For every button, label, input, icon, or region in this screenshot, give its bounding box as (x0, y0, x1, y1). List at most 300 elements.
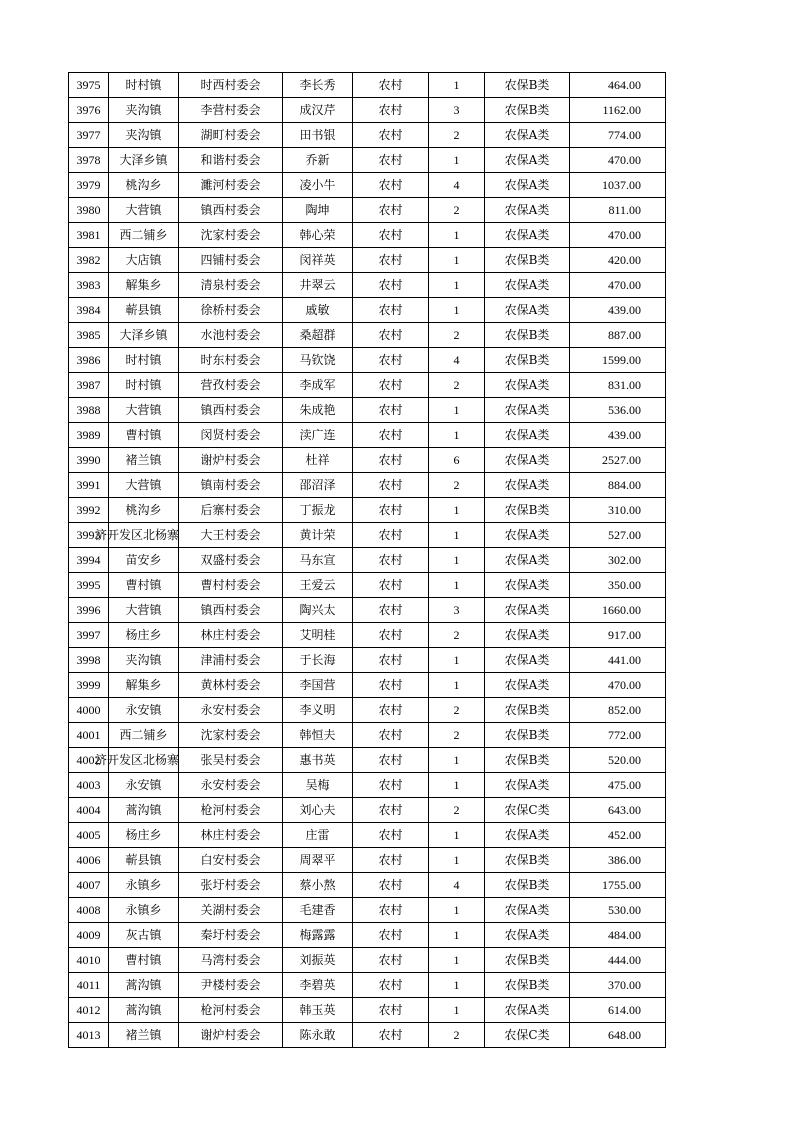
cell-name: 乔新 (283, 148, 353, 173)
cell-name: 刘振英 (283, 948, 353, 973)
cell-id: 4005 (69, 823, 109, 848)
cell-id: 3978 (69, 148, 109, 173)
cell-town: 杨庄乡 (109, 623, 179, 648)
cell-amount: 1162.00 (570, 98, 666, 123)
cell-amount: 884.00 (570, 473, 666, 498)
table-row (69, 998, 666, 1023)
cell-village: 镇西村委会 (179, 198, 283, 223)
cell-id: 4002 (69, 748, 109, 773)
cell-amount: 420.00 (570, 248, 666, 273)
cell-count: 2 (429, 323, 485, 348)
table-row (69, 223, 666, 248)
cell-area: 农村 (353, 948, 429, 973)
table-row (69, 873, 666, 898)
cell-area: 农村 (353, 123, 429, 148)
cell-town: 永安镇 (109, 698, 179, 723)
table-row (69, 348, 666, 373)
cell-name: 陶兴太 (283, 598, 353, 623)
cell-name: 凌小牛 (283, 173, 353, 198)
cell-name: 黄计荣 (283, 523, 353, 548)
cell-category: 农保B类 (485, 948, 570, 973)
cell-id: 4000 (69, 698, 109, 723)
cell-category: 农保B类 (485, 73, 570, 98)
cell-category: 农保B类 (485, 848, 570, 873)
cell-village: 时西村委会 (179, 73, 283, 98)
cell-name: 邵沼泽 (283, 473, 353, 498)
cell-village: 黄林村委会 (179, 673, 283, 698)
cell-village: 沈家村委会 (179, 223, 283, 248)
table-row (69, 273, 666, 298)
table-row (69, 73, 666, 98)
table-row (69, 148, 666, 173)
cell-name: 艾明桂 (283, 623, 353, 648)
cell-town: 蒿沟镇 (109, 973, 179, 998)
cell-name: 丁振龙 (283, 498, 353, 523)
cell-id: 3986 (69, 348, 109, 373)
cell-amount: 530.00 (570, 898, 666, 923)
cell-amount: 484.00 (570, 923, 666, 948)
cell-amount: 1599.00 (570, 348, 666, 373)
cell-town: 曹村镇 (109, 948, 179, 973)
cell-category: 农保A类 (485, 898, 570, 923)
cell-name: 朱成艳 (283, 398, 353, 423)
cell-village: 尹楼村委会 (179, 973, 283, 998)
cell-amount: 470.00 (570, 673, 666, 698)
cell-amount: 470.00 (570, 148, 666, 173)
cell-area: 农村 (353, 573, 429, 598)
cell-name: 刘心夫 (283, 798, 353, 823)
cell-area: 农村 (353, 323, 429, 348)
cell-count: 2 (429, 623, 485, 648)
cell-name: 戚敏 (283, 298, 353, 323)
cell-category: 农保B类 (485, 98, 570, 123)
cell-amount: 350.00 (570, 573, 666, 598)
cell-town: 夹沟镇 (109, 648, 179, 673)
table-row (69, 598, 666, 623)
cell-name: 李碧英 (283, 973, 353, 998)
cell-area: 农村 (353, 98, 429, 123)
cell-id: 4007 (69, 873, 109, 898)
cell-count: 1 (429, 423, 485, 448)
cell-id: 3988 (69, 398, 109, 423)
cell-area: 农村 (353, 698, 429, 723)
table-row (69, 648, 666, 673)
cell-town: 大泽乡镇 (109, 148, 179, 173)
cell-category: 农保A类 (485, 623, 570, 648)
cell-town: 曹村镇 (109, 423, 179, 448)
cell-town: 大营镇 (109, 198, 179, 223)
cell-town: 桃沟乡 (109, 173, 179, 198)
cell-count: 1 (429, 73, 485, 98)
table-row (69, 773, 666, 798)
table-row (69, 823, 666, 848)
cell-area: 农村 (353, 423, 429, 448)
cell-town: 时村镇 (109, 73, 179, 98)
cell-village: 四铺村委会 (179, 248, 283, 273)
cell-town: 曹村镇 (109, 573, 179, 598)
cell-count: 1 (429, 273, 485, 298)
cell-id: 3996 (69, 598, 109, 623)
cell-town: 西二铺乡 (109, 723, 179, 748)
cell-name: 梅露露 (283, 923, 353, 948)
cell-town: 永镇乡 (109, 898, 179, 923)
table-row (69, 498, 666, 523)
cell-name: 王爱云 (283, 573, 353, 598)
cell-area: 农村 (353, 748, 429, 773)
cell-count: 1 (429, 498, 485, 523)
cell-name: 周翠平 (283, 848, 353, 873)
table-row (69, 698, 666, 723)
cell-amount: 302.00 (570, 548, 666, 573)
cell-count: 1 (429, 673, 485, 698)
table-row (69, 848, 666, 873)
table-row (69, 898, 666, 923)
cell-town: 大泽乡镇 (109, 323, 179, 348)
cell-id: 3999 (69, 673, 109, 698)
cell-town: 褚兰镇 (109, 1023, 179, 1048)
cell-area: 农村 (353, 798, 429, 823)
cell-amount: 441.00 (570, 648, 666, 673)
cell-village: 大王村委会 (179, 523, 283, 548)
table-row (69, 323, 666, 348)
cell-id: 3983 (69, 273, 109, 298)
cell-category: 农保A类 (485, 273, 570, 298)
cell-category: 农保B类 (485, 323, 570, 348)
table-row (69, 198, 666, 223)
cell-town: 蕲县镇 (109, 298, 179, 323)
cell-name: 马钦饶 (283, 348, 353, 373)
cell-area: 农村 (353, 623, 429, 648)
cell-id: 3991 (69, 473, 109, 498)
cell-village: 永安村委会 (179, 698, 283, 723)
cell-amount: 464.00 (570, 73, 666, 98)
cell-town: 蒿沟镇 (109, 998, 179, 1023)
cell-area: 农村 (353, 498, 429, 523)
cell-category: 农保A类 (485, 548, 570, 573)
cell-area: 农村 (353, 998, 429, 1023)
table-row (69, 1023, 666, 1048)
cell-village: 和谐村委会 (179, 148, 283, 173)
cell-name: 桑超群 (283, 323, 353, 348)
cell-id: 4001 (69, 723, 109, 748)
cell-name: 李成军 (283, 373, 353, 398)
cell-id: 3995 (69, 573, 109, 598)
cell-area: 农村 (353, 248, 429, 273)
cell-category: 农保B类 (485, 723, 570, 748)
cell-count: 1 (429, 523, 485, 548)
cell-area: 农村 (353, 598, 429, 623)
cell-count: 1 (429, 823, 485, 848)
cell-category: 农保A类 (485, 148, 570, 173)
cell-name: 陈永敢 (283, 1023, 353, 1048)
cell-village: 关湖村委会 (179, 898, 283, 923)
table-row (69, 523, 666, 548)
cell-town: 夹沟镇 (109, 98, 179, 123)
cell-amount: 520.00 (570, 748, 666, 773)
cell-id: 3992 (69, 498, 109, 523)
table-row (69, 573, 666, 598)
table-row (69, 423, 666, 448)
cell-count: 2 (429, 723, 485, 748)
cell-name: 李义明 (283, 698, 353, 723)
cell-id: 3993 (69, 523, 109, 548)
table-row (69, 473, 666, 498)
cell-name: 于长海 (283, 648, 353, 673)
cell-id: 4010 (69, 948, 109, 973)
cell-name: 惠书英 (283, 748, 353, 773)
cell-village: 谢炉村委会 (179, 448, 283, 473)
cell-count: 1 (429, 998, 485, 1023)
cell-town: 济开发区北杨寨 (109, 523, 179, 548)
cell-id: 3975 (69, 73, 109, 98)
cell-name: 蔡小熬 (283, 873, 353, 898)
cell-count: 6 (429, 448, 485, 473)
cell-amount: 772.00 (570, 723, 666, 748)
cell-amount: 643.00 (570, 798, 666, 823)
cell-id: 3994 (69, 548, 109, 573)
cell-town: 大店镇 (109, 248, 179, 273)
cell-village: 永安村委会 (179, 773, 283, 798)
table-row (69, 448, 666, 473)
cell-id: 4012 (69, 998, 109, 1023)
table-row (69, 673, 666, 698)
cell-category: 农保B类 (485, 698, 570, 723)
cell-amount: 475.00 (570, 773, 666, 798)
table-row (69, 548, 666, 573)
cell-category: 农保A类 (485, 398, 570, 423)
cell-town: 桃沟乡 (109, 498, 179, 523)
cell-name: 韩恒夫 (283, 723, 353, 748)
cell-category: 农保A类 (485, 648, 570, 673)
cell-count: 1 (429, 923, 485, 948)
cell-town: 大营镇 (109, 473, 179, 498)
cell-count: 2 (429, 123, 485, 148)
cell-area: 农村 (353, 73, 429, 98)
cell-village: 秦圩村委会 (179, 923, 283, 948)
cell-category: 农保A类 (485, 573, 570, 598)
cell-village: 时东村委会 (179, 348, 283, 373)
cell-area: 农村 (353, 848, 429, 873)
cell-amount: 470.00 (570, 223, 666, 248)
cell-name: 杜祥 (283, 448, 353, 473)
cell-count: 2 (429, 473, 485, 498)
cell-area: 农村 (353, 198, 429, 223)
table-row (69, 973, 666, 998)
cell-village: 津浦村委会 (179, 648, 283, 673)
cell-count: 3 (429, 598, 485, 623)
cell-area: 农村 (353, 823, 429, 848)
cell-id: 4013 (69, 1023, 109, 1048)
cell-count: 1 (429, 748, 485, 773)
cell-area: 农村 (353, 873, 429, 898)
cell-count: 4 (429, 873, 485, 898)
cell-name: 韩玉英 (283, 998, 353, 1023)
cell-village: 沈家村委会 (179, 723, 283, 748)
cell-category: 农保A类 (485, 173, 570, 198)
cell-count: 1 (429, 948, 485, 973)
cell-count: 1 (429, 148, 485, 173)
cell-village: 镇南村委会 (179, 473, 283, 498)
cell-area: 农村 (353, 373, 429, 398)
cell-name: 渎广连 (283, 423, 353, 448)
cell-amount: 1037.00 (570, 173, 666, 198)
cell-id: 3976 (69, 98, 109, 123)
cell-town: 褚兰镇 (109, 448, 179, 473)
cell-category: 农保A类 (485, 998, 570, 1023)
cell-area: 农村 (353, 648, 429, 673)
cell-count: 1 (429, 548, 485, 573)
cell-amount: 1660.00 (570, 598, 666, 623)
cell-town: 蕲县镇 (109, 848, 179, 873)
cell-area: 农村 (353, 523, 429, 548)
cell-area: 农村 (353, 298, 429, 323)
cell-area: 农村 (353, 773, 429, 798)
cell-id: 3987 (69, 373, 109, 398)
cell-amount: 536.00 (570, 398, 666, 423)
cell-village: 马湾村委会 (179, 948, 283, 973)
cell-category: 农保C类 (485, 798, 570, 823)
cell-count: 2 (429, 798, 485, 823)
cell-town: 时村镇 (109, 373, 179, 398)
cell-amount: 811.00 (570, 198, 666, 223)
cell-village: 湖町村委会 (179, 123, 283, 148)
cell-amount: 614.00 (570, 998, 666, 1023)
cell-town: 济开发区北杨寨 (109, 748, 179, 773)
cell-category: 农保B类 (485, 973, 570, 998)
table-row (69, 298, 666, 323)
cell-id: 3990 (69, 448, 109, 473)
table-row (69, 248, 666, 273)
cell-village: 清泉村委会 (179, 273, 283, 298)
table-row (69, 723, 666, 748)
cell-count: 1 (429, 848, 485, 873)
cell-id: 3998 (69, 648, 109, 673)
cell-town: 西二铺乡 (109, 223, 179, 248)
table-row (69, 748, 666, 773)
cell-count: 1 (429, 398, 485, 423)
cell-count: 4 (429, 348, 485, 373)
cell-amount: 917.00 (570, 623, 666, 648)
cell-category: 农保B类 (485, 498, 570, 523)
cell-amount: 386.00 (570, 848, 666, 873)
cell-category: 农保A类 (485, 673, 570, 698)
cell-amount: 310.00 (570, 498, 666, 523)
cell-amount: 648.00 (570, 1023, 666, 1048)
cell-amount: 370.00 (570, 973, 666, 998)
cell-area: 农村 (353, 348, 429, 373)
cell-count: 1 (429, 648, 485, 673)
cell-name: 陶坤 (283, 198, 353, 223)
cell-amount: 452.00 (570, 823, 666, 848)
cell-count: 1 (429, 773, 485, 798)
cell-town: 蒿沟镇 (109, 798, 179, 823)
cell-village: 闵贤村委会 (179, 423, 283, 448)
cell-town: 时村镇 (109, 348, 179, 373)
cell-village: 谢炉村委会 (179, 1023, 283, 1048)
cell-town: 永安镇 (109, 773, 179, 798)
cell-name: 庄雷 (283, 823, 353, 848)
cell-town: 大营镇 (109, 398, 179, 423)
records-table (68, 72, 666, 1048)
cell-village: 水池村委会 (179, 323, 283, 348)
cell-town: 解集乡 (109, 273, 179, 298)
cell-town: 永镇乡 (109, 873, 179, 898)
cell-amount: 831.00 (570, 373, 666, 398)
cell-amount: 439.00 (570, 423, 666, 448)
cell-town: 解集乡 (109, 673, 179, 698)
cell-category: 农保A类 (485, 923, 570, 948)
cell-village: 后寨村委会 (179, 498, 283, 523)
cell-name: 李长秀 (283, 73, 353, 98)
cell-town: 夹沟镇 (109, 123, 179, 148)
cell-name: 闵祥英 (283, 248, 353, 273)
cell-id: 4003 (69, 773, 109, 798)
table-row (69, 923, 666, 948)
cell-amount: 527.00 (570, 523, 666, 548)
table-row (69, 98, 666, 123)
cell-amount: 852.00 (570, 698, 666, 723)
cell-amount: 470.00 (570, 273, 666, 298)
cell-area: 农村 (353, 473, 429, 498)
cell-area: 农村 (353, 923, 429, 948)
table-row (69, 798, 666, 823)
cell-village: 徐桥村委会 (179, 298, 283, 323)
cell-category: 农保A类 (485, 198, 570, 223)
cell-area: 农村 (353, 673, 429, 698)
cell-id: 3977 (69, 123, 109, 148)
cell-area: 农村 (353, 173, 429, 198)
cell-village: 双盛村委会 (179, 548, 283, 573)
cell-count: 2 (429, 198, 485, 223)
cell-name: 吴梅 (283, 773, 353, 798)
cell-name: 李国营 (283, 673, 353, 698)
cell-amount: 1755.00 (570, 873, 666, 898)
cell-village: 镇西村委会 (179, 598, 283, 623)
cell-category: 农保A类 (485, 598, 570, 623)
cell-amount: 887.00 (570, 323, 666, 348)
cell-area: 农村 (353, 898, 429, 923)
cell-count: 2 (429, 698, 485, 723)
cell-village: 曹村村委会 (179, 573, 283, 598)
cell-town: 大营镇 (109, 598, 179, 623)
cell-area: 农村 (353, 148, 429, 173)
cell-town: 杨庄乡 (109, 823, 179, 848)
cell-id: 4006 (69, 848, 109, 873)
cell-village: 林庄村委会 (179, 823, 283, 848)
cell-id: 3997 (69, 623, 109, 648)
cell-category: 农保A类 (485, 123, 570, 148)
table-row (69, 173, 666, 198)
cell-id: 3989 (69, 423, 109, 448)
cell-count: 1 (429, 223, 485, 248)
cell-village: 营孜村委会 (179, 373, 283, 398)
cell-name: 马东宣 (283, 548, 353, 573)
cell-id: 3979 (69, 173, 109, 198)
cell-village: 枪河村委会 (179, 998, 283, 1023)
cell-count: 1 (429, 898, 485, 923)
cell-category: 农保A类 (485, 823, 570, 848)
cell-area: 农村 (353, 1023, 429, 1048)
cell-village: 林庄村委会 (179, 623, 283, 648)
cell-area: 农村 (353, 223, 429, 248)
cell-count: 1 (429, 248, 485, 273)
cell-town: 灰古镇 (109, 923, 179, 948)
cell-category: 农保C类 (485, 1023, 570, 1048)
cell-name: 田书银 (283, 123, 353, 148)
cell-category: 农保A类 (485, 773, 570, 798)
cell-area: 农村 (353, 448, 429, 473)
cell-category: 农保A类 (485, 423, 570, 448)
